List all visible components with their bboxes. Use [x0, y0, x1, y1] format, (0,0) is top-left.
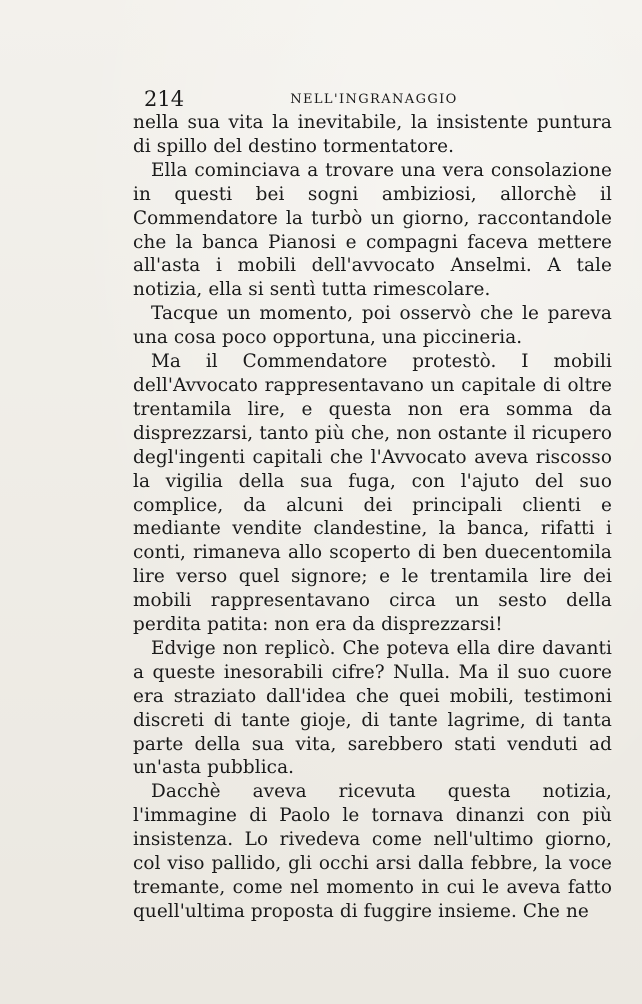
paragraph: Dacchè aveva ricevuta questa notizia, l'immagine di Paolo le tornava dinanzi con più insistenza. Lo rivedeva come nell'ultimo giorno, col viso pallido, gli occhi arsi dalla febbre, la voce tremante, come nel momento in cui le aveva fatto quell'ultima proposta di fuggire insieme. Che ne — [133, 781, 612, 922]
body-text — [133, 111, 612, 924]
paragraph: Ma il Commendatore protestò. I mobili dell'Avvocato rappresentavano un capitale di oltre trentamila lire, e questa non era somma da disprezzarsi, tanto più che, non ostante il ricupero degl'ingenti capitali che l'Avvocato aveva riscosso la vigilia della sua fuga, con l'ajuto del suo complice, da alcuni dei principali clienti e mediante vendite clandestine, la banca, rifatti i conti, rimaneva allo scoperto di ben duecentomila lire verso quel signore; e le trentamila lire dei mobili rappresentavano circa un sesto della perdita patita: non era da disprezzarsi! — [133, 351, 612, 636]
page-header — [138, 86, 610, 112]
paragraph: Edvige non replicò. Che poteva ella dire davanti a queste inesorabili cifre? Nulla. Ma il suo cuore era straziato dall'idea che quei mobili, testimoni discreti di tante gioje, di tante lagrime, di tanta parte della sua vita, sarebbero stati venduti ad un'asta pubblica. — [133, 637, 612, 779]
running-title: NELL'INGRANAGGIO — [290, 92, 458, 107]
paragraph: nella sua vita la inevitabile, la insistente puntura di spillo del destino tormentatore. — [133, 112, 612, 157]
paragraph: Ella cominciava a trovare una vera consolazione in questi bei sogni ambiziosi, allorchè il Commendatore la turbò un giorno, raccontandole che la banca Pianosi e compagni faceva mettere all'asta i mobili dell'avvocato Anselmi. A tale notizia, ella si sentì tutta rimescolare. — [133, 159, 612, 301]
paragraph: Tacque un momento, poi osservò che le pareva una cosa poco opportuna, una piccineria. — [133, 303, 612, 349]
page-number: 214 — [144, 87, 185, 111]
